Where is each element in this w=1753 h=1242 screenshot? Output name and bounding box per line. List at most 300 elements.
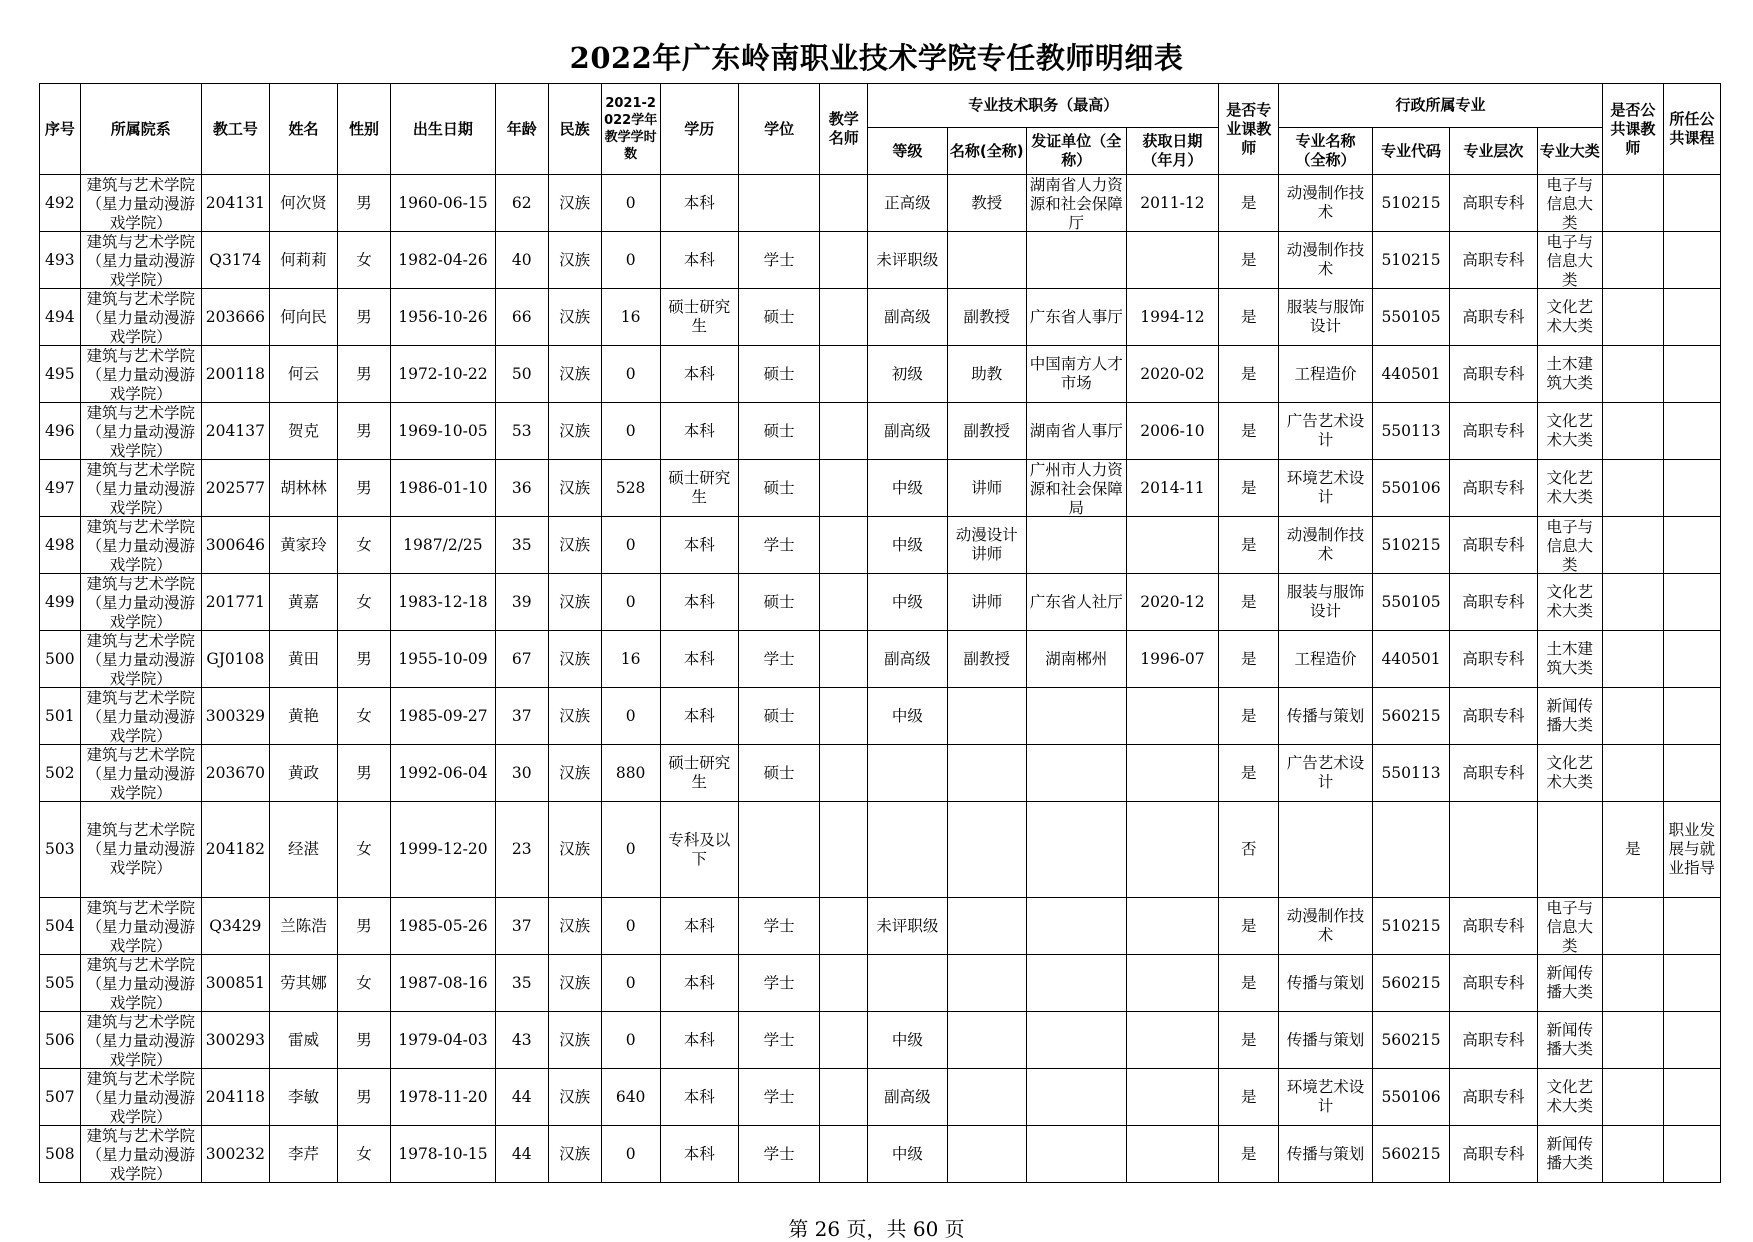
table-row (40, 403, 1721, 460)
cell-degree: 学士 (738, 1069, 819, 1126)
cell-degree: 硕士 (738, 460, 819, 517)
cell-age: 39 (495, 574, 548, 631)
cell-degree: 硕士 (738, 688, 819, 745)
cell-is-major-teacher: 是 (1219, 517, 1279, 574)
cell-gender: 女 (338, 955, 391, 1012)
cell-issuer (1026, 631, 1126, 688)
cell-public-course (1663, 175, 1720, 232)
cell-degree: 学士 (738, 1012, 819, 1069)
cell-birth: 1987-08-16 (391, 955, 496, 1012)
cell-is-major-teacher: 是 (1219, 1069, 1279, 1126)
cell-title-name-text: 副教授 (963, 649, 1010, 668)
table-row (40, 175, 1721, 232)
cell-seq: 506 (40, 1012, 81, 1069)
cell-obtained: 1996-07 (1126, 631, 1219, 688)
header-major-name: 专业名称（全称） (1279, 128, 1373, 175)
cell-dept (80, 1012, 201, 1069)
cell-is-major-teacher: 是 (1219, 460, 1279, 517)
cell-seq: 497 (40, 460, 81, 517)
cell-hours: 0 (601, 802, 660, 898)
header-prof-title-group: 专业技术职务（最高） (868, 84, 1219, 128)
cell-issuer (1026, 955, 1126, 1012)
cell-staff-id: 204118 (201, 1069, 269, 1126)
cell-education (660, 574, 738, 631)
cell-major-name (1279, 574, 1373, 631)
cell-major-level (1450, 802, 1538, 898)
cell-major-code: 510215 (1372, 517, 1449, 574)
cell-public-course (1663, 346, 1720, 403)
cell-major-code: 560215 (1372, 1126, 1449, 1183)
cell-issuer (1026, 346, 1126, 403)
cell-level: 中级 (868, 574, 947, 631)
cell-title-name (947, 1012, 1026, 1069)
cell-education (660, 403, 738, 460)
cell-major-name (1279, 955, 1373, 1012)
cell-name: 黄家玲 (269, 517, 337, 574)
cell-is-public-teacher (1602, 460, 1663, 517)
cell-is-public-teacher (1602, 955, 1663, 1012)
cell-dept (80, 1126, 201, 1183)
cell-title-name (947, 232, 1026, 289)
cell-education-text: 本科 (683, 193, 715, 212)
cell-degree: 硕士 (738, 403, 819, 460)
cell-seq: 501 (40, 688, 81, 745)
cell-name: 胡林林 (269, 460, 337, 517)
cell-is-public-teacher (1602, 175, 1663, 232)
cell-ethnicity: 汉族 (548, 403, 601, 460)
cell-ethnicity: 汉族 (548, 1069, 601, 1126)
cell-major-category (1537, 517, 1602, 574)
cell-name: 黄政 (269, 745, 337, 802)
cell-degree: 学士 (738, 517, 819, 574)
cell-level: 副高级 (868, 631, 947, 688)
cell-degree: 硕士 (738, 289, 819, 346)
cell-staff-id: Q3174 (201, 232, 269, 289)
cell-birth: 1978-11-20 (391, 1069, 496, 1126)
cell-birth: 1978-10-15 (391, 1126, 496, 1183)
cell-education (660, 1126, 738, 1183)
cell-education-text: 硕士研究生 (668, 469, 731, 506)
cell-major-name (1279, 802, 1373, 898)
cell-major-name-text: 服装与服饰设计 (1286, 583, 1365, 620)
cell-ethnicity: 汉族 (548, 460, 601, 517)
header-major-code: 专业代码 (1372, 128, 1449, 175)
cell-level: 副高级 (868, 289, 947, 346)
cell-is-public-teacher (1602, 346, 1663, 403)
cell-hours: 0 (601, 1012, 660, 1069)
cell-name: 兰陈浩 (269, 898, 337, 955)
cell-major-category-text: 文化艺术大类 (1546, 1078, 1593, 1115)
cell-major-code: 550105 (1372, 289, 1449, 346)
cell-is-public-teacher (1602, 1012, 1663, 1069)
cell-major-name (1279, 232, 1373, 289)
cell-seq: 495 (40, 346, 81, 403)
cell-is-major-teacher: 是 (1219, 631, 1279, 688)
cell-is-public-teacher (1602, 574, 1663, 631)
cell-major-category (1537, 403, 1602, 460)
cell-gender: 女 (338, 1126, 391, 1183)
cell-title-name (947, 346, 1026, 403)
cell-dept-text: 建筑与艺术学院（星力量动漫游戏学院） (86, 1012, 195, 1068)
cell-birth: 1999-12-20 (391, 802, 496, 898)
cell-major-category-text: 土木建筑大类 (1546, 640, 1593, 677)
cell-public-course (1663, 574, 1720, 631)
cell-hours: 0 (601, 1126, 660, 1183)
cell-degree: 硕士 (738, 346, 819, 403)
cell-major-name (1279, 631, 1373, 688)
cell-gender: 男 (338, 745, 391, 802)
cell-major-category-text: 新闻传播大类 (1546, 1021, 1593, 1058)
cell-hours: 640 (601, 1069, 660, 1126)
cell-major-name-text: 工程造价 (1294, 364, 1357, 383)
cell-name: 黄嘉 (269, 574, 337, 631)
cell-birth: 1982-04-26 (391, 232, 496, 289)
cell-birth: 1992-06-04 (391, 745, 496, 802)
cell-major-name (1279, 745, 1373, 802)
cell-title-name-text: 动漫设计讲师 (955, 526, 1018, 563)
cell-obtained (1126, 1069, 1219, 1126)
cell-major-category-text: 文化艺术大类 (1546, 469, 1593, 506)
cell-obtained: 2011-12 (1126, 175, 1219, 232)
cell-major-level: 高职专科 (1450, 898, 1538, 955)
cell-major-category-text: 新闻传播大类 (1546, 697, 1593, 734)
cell-education-text: 专科及以下 (668, 830, 731, 868)
cell-gender: 男 (338, 346, 391, 403)
cell-major-name-text: 环境艺术设计 (1286, 469, 1365, 506)
header-major-level: 专业层次 (1450, 128, 1538, 175)
cell-is-public-teacher (1602, 1126, 1663, 1183)
cell-issuer (1026, 1069, 1126, 1126)
cell-staff-id: 300851 (201, 955, 269, 1012)
cell-age: 66 (495, 289, 548, 346)
cell-seq: 507 (40, 1069, 81, 1126)
cell-major-code: 510215 (1372, 898, 1449, 955)
cell-major-category-text: 文化艺术大类 (1546, 754, 1593, 791)
cell-gender: 女 (338, 802, 391, 898)
cell-name: 何向民 (269, 289, 337, 346)
cell-major-code: 440501 (1372, 631, 1449, 688)
cell-issuer-text: 广东省人事厅 (1029, 307, 1123, 326)
cell-title-name (947, 517, 1026, 574)
cell-famous-teacher (820, 898, 868, 955)
cell-obtained: 1994-12 (1126, 289, 1219, 346)
table-row (40, 631, 1721, 688)
cell-education (660, 898, 738, 955)
cell-hours: 0 (601, 898, 660, 955)
cell-hours: 16 (601, 631, 660, 688)
cell-ethnicity: 汉族 (548, 898, 601, 955)
table-row (40, 1012, 1721, 1069)
cell-seq: 508 (40, 1126, 81, 1183)
cell-education (660, 517, 738, 574)
cell-major-name-text: 传播与策划 (1286, 1144, 1365, 1163)
cell-name: 何次贤 (269, 175, 337, 232)
cell-hours: 16 (601, 289, 660, 346)
header-education: 学历 (660, 84, 738, 175)
cell-issuer-text: 广东省人社厅 (1029, 592, 1123, 611)
cell-dept-text: 建筑与艺术学院（星力量动漫游戏学院） (86, 821, 195, 877)
cell-major-category (1537, 745, 1602, 802)
cell-major-level: 高职专科 (1450, 517, 1538, 574)
cell-major-name (1279, 688, 1373, 745)
cell-age: 35 (495, 517, 548, 574)
table-row (40, 289, 1721, 346)
cell-obtained: 2020-12 (1126, 574, 1219, 631)
cell-major-name (1279, 1069, 1373, 1126)
cell-issuer-text: 湖南郴州 (1045, 649, 1108, 668)
cell-ethnicity: 汉族 (548, 631, 601, 688)
cell-issuer (1026, 175, 1126, 232)
cell-issuer-text: 中国南方人才市场 (1029, 355, 1123, 392)
cell-degree: 学士 (738, 898, 819, 955)
cell-public-course (1663, 745, 1720, 802)
header-level: 等级 (868, 128, 947, 175)
cell-title-name (947, 175, 1026, 232)
header-is-public-teacher: 是否公共课教师 (1602, 84, 1663, 175)
cell-dept-text: 建筑与艺术学院（星力量动漫游戏学院） (86, 745, 195, 801)
cell-level (868, 802, 947, 898)
cell-seq: 500 (40, 631, 81, 688)
cell-issuer (1026, 574, 1126, 631)
cell-education-text: 本科 (683, 364, 715, 383)
cell-birth: 1979-04-03 (391, 1012, 496, 1069)
cell-education-text: 本科 (683, 535, 715, 554)
cell-public-course (1663, 955, 1720, 1012)
cell-education (660, 175, 738, 232)
cell-famous-teacher (820, 1012, 868, 1069)
cell-hours: 0 (601, 955, 660, 1012)
cell-is-major-teacher: 是 (1219, 232, 1279, 289)
cell-obtained (1126, 802, 1219, 898)
page-title: 2022年广东岭南职业技术学院专任教师明细表 (569, 41, 1184, 75)
cell-major-category (1537, 898, 1602, 955)
cell-major-level: 高职专科 (1450, 1012, 1538, 1069)
cell-seq: 498 (40, 517, 81, 574)
cell-age: 53 (495, 403, 548, 460)
cell-dept (80, 1069, 201, 1126)
cell-is-public-teacher (1602, 631, 1663, 688)
cell-famous-teacher (820, 346, 868, 403)
cell-major-name-text: 服装与服饰设计 (1286, 298, 1365, 335)
table-row (40, 1126, 1721, 1183)
cell-is-major-teacher: 是 (1219, 1126, 1279, 1183)
cell-gender: 男 (338, 403, 391, 460)
cell-major-name-text: 传播与策划 (1286, 706, 1365, 725)
cell-dept-text: 建筑与艺术学院（星力量动漫游戏学院） (86, 460, 195, 516)
cell-title-name (947, 688, 1026, 745)
cell-ethnicity: 汉族 (548, 688, 601, 745)
cell-obtained (1126, 955, 1219, 1012)
cell-is-public-teacher (1602, 1069, 1663, 1126)
cell-ethnicity: 汉族 (548, 232, 601, 289)
cell-major-code: 550106 (1372, 460, 1449, 517)
cell-dept (80, 802, 201, 898)
cell-ethnicity: 汉族 (548, 346, 601, 403)
cell-major-code: 550113 (1372, 403, 1449, 460)
cell-staff-id: 204182 (201, 802, 269, 898)
cell-education (660, 955, 738, 1012)
cell-major-category (1537, 1069, 1602, 1126)
cell-title-name (947, 802, 1026, 898)
cell-staff-id: 300293 (201, 1012, 269, 1069)
cell-major-code: 550105 (1372, 574, 1449, 631)
cell-education (660, 631, 738, 688)
header-age: 年龄 (495, 84, 548, 175)
cell-is-major-teacher: 是 (1219, 898, 1279, 955)
cell-is-major-teacher: 是 (1219, 175, 1279, 232)
cell-staff-id: 201771 (201, 574, 269, 631)
header-public-course: 所任公共课程 (1663, 84, 1720, 175)
cell-seq: 502 (40, 745, 81, 802)
page-number: 第 26 页，共 60 页 (788, 1217, 965, 1241)
cell-birth: 1983-12-18 (391, 574, 496, 631)
cell-staff-id: 204137 (201, 403, 269, 460)
cell-famous-teacher (820, 802, 868, 898)
cell-name: 劳其娜 (269, 955, 337, 1012)
cell-issuer-text: 湖南省人事厅 (1029, 421, 1123, 440)
cell-birth: 1969-10-05 (391, 403, 496, 460)
cell-dept-text: 建筑与艺术学院（星力量动漫游戏学院） (86, 1069, 195, 1125)
cell-is-major-teacher: 是 (1219, 955, 1279, 1012)
cell-title-name (947, 1069, 1026, 1126)
cell-major-code (1372, 802, 1449, 898)
cell-title-name (947, 745, 1026, 802)
cell-title-name-text: 助教 (971, 364, 1003, 383)
cell-is-major-teacher: 是 (1219, 403, 1279, 460)
cell-public-course (1663, 289, 1720, 346)
cell-education (660, 289, 738, 346)
cell-major-category (1537, 802, 1602, 898)
table-row (40, 688, 1721, 745)
cell-dept-text: 建筑与艺术学院（星力量动漫游戏学院） (86, 517, 195, 573)
cell-obtained: 2020-02 (1126, 346, 1219, 403)
cell-staff-id: Q3429 (201, 898, 269, 955)
cell-name: 贺克 (269, 403, 337, 460)
cell-ethnicity: 汉族 (548, 175, 601, 232)
cell-staff-id: 204131 (201, 175, 269, 232)
cell-obtained (1126, 1126, 1219, 1183)
cell-dept (80, 232, 201, 289)
cell-education-text: 硕士研究生 (668, 754, 731, 791)
cell-major-name-text: 广告艺术设计 (1286, 412, 1365, 449)
cell-seq: 493 (40, 232, 81, 289)
cell-public-course (1663, 802, 1720, 898)
cell-is-major-teacher: 是 (1219, 346, 1279, 403)
cell-title-name (947, 1126, 1026, 1183)
cell-is-public-teacher (1602, 898, 1663, 955)
cell-issuer (1026, 460, 1126, 517)
cell-education (660, 1069, 738, 1126)
cell-staff-id: 300646 (201, 517, 269, 574)
table-header (40, 84, 1721, 175)
cell-seq: 505 (40, 955, 81, 1012)
cell-issuer (1026, 802, 1126, 898)
cell-public-course (1663, 1069, 1720, 1126)
cell-degree: 硕士 (738, 574, 819, 631)
cell-major-name (1279, 403, 1373, 460)
cell-age: 50 (495, 346, 548, 403)
cell-major-level: 高职专科 (1450, 688, 1538, 745)
cell-birth: 1960-06-15 (391, 175, 496, 232)
cell-major-level: 高职专科 (1450, 745, 1538, 802)
cell-dept-text: 建筑与艺术学院（星力量动漫游戏学院） (86, 955, 195, 1011)
teacher-table (39, 83, 1721, 1183)
cell-major-category (1537, 289, 1602, 346)
cell-major-category-text: 电子与信息大类 (1546, 175, 1593, 231)
cell-major-category (1537, 175, 1602, 232)
table-row (40, 517, 1721, 574)
cell-seq: 494 (40, 289, 81, 346)
cell-major-category (1537, 232, 1602, 289)
cell-education (660, 745, 738, 802)
cell-major-category-text: 文化艺术大类 (1546, 583, 1593, 620)
cell-major-category-text: 电子与信息大类 (1546, 898, 1593, 954)
cell-famous-teacher (820, 175, 868, 232)
cell-is-major-teacher: 是 (1219, 574, 1279, 631)
cell-name: 雷威 (269, 1012, 337, 1069)
cell-major-category-text: 土木建筑大类 (1546, 355, 1593, 392)
cell-major-name-text: 动漫制作技术 (1286, 241, 1365, 278)
cell-dept-text: 建筑与艺术学院（星力量动漫游戏学院） (86, 346, 195, 402)
cell-level: 正高级 (868, 175, 947, 232)
cell-public-course (1663, 1126, 1720, 1183)
cell-education-text: 本科 (683, 1087, 715, 1106)
cell-staff-id: 300232 (201, 1126, 269, 1183)
cell-age: 37 (495, 688, 548, 745)
cell-major-category-text: 新闻传播大类 (1546, 1135, 1593, 1172)
cell-birth: 1956-10-26 (391, 289, 496, 346)
cell-major-level: 高职专科 (1450, 631, 1538, 688)
cell-famous-teacher (820, 955, 868, 1012)
cell-obtained (1126, 688, 1219, 745)
cell-major-level: 高职专科 (1450, 232, 1538, 289)
cell-gender: 男 (338, 1012, 391, 1069)
cell-obtained (1126, 232, 1219, 289)
cell-level: 未评职级 (868, 898, 947, 955)
cell-public-course (1663, 1012, 1720, 1069)
cell-staff-id: 200118 (201, 346, 269, 403)
cell-is-public-teacher (1602, 745, 1663, 802)
cell-major-level: 高职专科 (1450, 1126, 1538, 1183)
cell-gender: 男 (338, 289, 391, 346)
cell-ethnicity: 汉族 (548, 955, 601, 1012)
cell-major-name-text: 广告艺术设计 (1286, 754, 1365, 791)
cell-gender: 男 (338, 1069, 391, 1126)
cell-education-text: 本科 (683, 649, 715, 668)
cell-seq: 492 (40, 175, 81, 232)
cell-major-level: 高职专科 (1450, 1069, 1538, 1126)
cell-dept (80, 403, 201, 460)
cell-major-name (1279, 175, 1373, 232)
header-admin-major-group: 行政所属专业 (1279, 84, 1603, 128)
header-dept: 所属院系 (80, 84, 201, 175)
cell-is-major-teacher: 否 (1219, 802, 1279, 898)
cell-major-code: 550106 (1372, 1069, 1449, 1126)
cell-famous-teacher (820, 232, 868, 289)
cell-level: 未评职级 (868, 232, 947, 289)
cell-issuer (1026, 1126, 1126, 1183)
cell-obtained (1126, 898, 1219, 955)
cell-ethnicity: 汉族 (548, 1012, 601, 1069)
cell-level: 中级 (868, 460, 947, 517)
cell-major-name (1279, 1126, 1373, 1183)
cell-degree (738, 802, 819, 898)
cell-public-course (1663, 688, 1720, 745)
cell-major-name-text: 动漫制作技术 (1286, 184, 1365, 221)
cell-gender: 女 (338, 517, 391, 574)
cell-obtained (1126, 517, 1219, 574)
cell-dept-text: 建筑与艺术学院（星力量动漫游戏学院） (86, 688, 195, 744)
